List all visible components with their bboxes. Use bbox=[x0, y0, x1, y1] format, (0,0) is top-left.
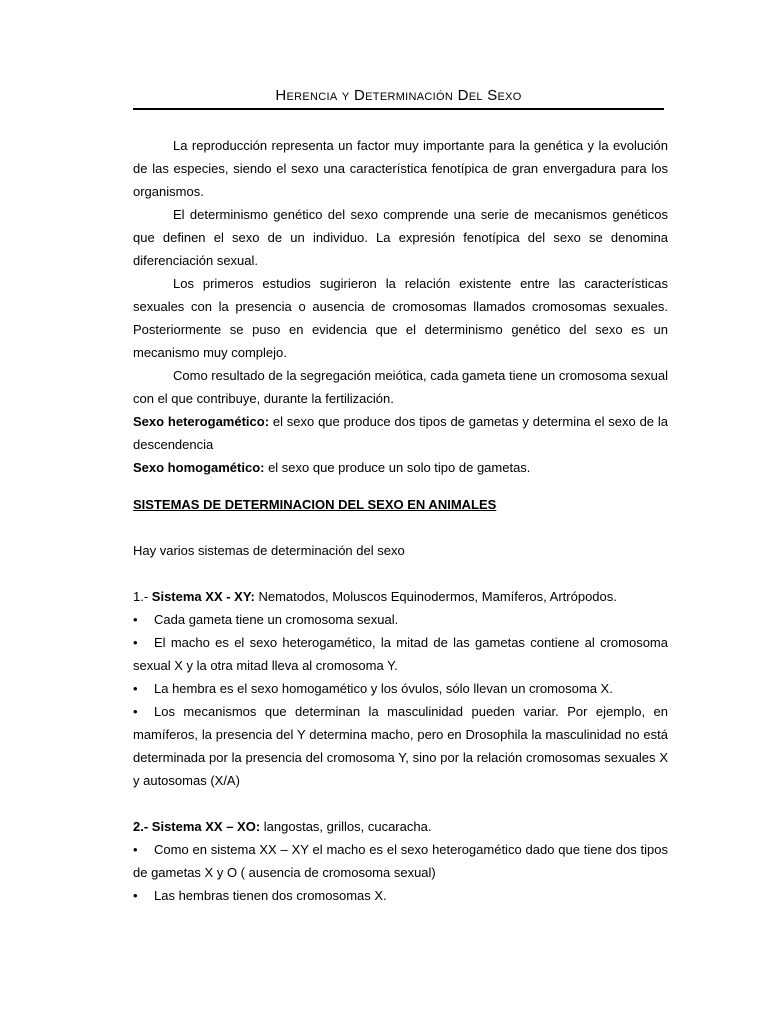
list-item-text: La hembra es el sexo homogamético y los óvulos, sólo llevan un cromosoma X. bbox=[154, 681, 613, 696]
bullet-icon: • bbox=[133, 704, 138, 719]
spacer bbox=[133, 562, 668, 585]
list-item bbox=[133, 608, 668, 631]
system1-number: 1.- bbox=[133, 589, 152, 604]
system1-organisms: Nematodos, Moluscos Equinodermos, Mamíferos, Artrópodos. bbox=[254, 589, 617, 604]
document-title: Herencia y Determinación Del Sexo bbox=[275, 87, 522, 104]
definition-heterogametic bbox=[133, 410, 668, 456]
definition-homogametic bbox=[133, 456, 668, 479]
section-heading: SISTEMAS DE DETERMINACION DEL SEXO EN ANIMALES bbox=[133, 497, 497, 512]
bullet-icon: • bbox=[133, 681, 138, 696]
list-item-text: El macho es el sexo heterogamético, la mitad de las gametas contiene al cromosoma sexual X y la otra mitad lleva al cromosoma Y. bbox=[133, 635, 668, 673]
bullet-icon: • bbox=[133, 635, 138, 650]
list-item-text: Las hembras tienen dos cromosomas X. bbox=[154, 888, 387, 903]
system2-organisms: langostas, grillos, cucaracha. bbox=[260, 819, 432, 834]
list-item bbox=[133, 700, 668, 792]
list-item bbox=[133, 631, 668, 677]
list-item bbox=[133, 838, 668, 884]
intro-paragraph-3: Los primeros estudios sugirieron la relación existente entre las características sexuales con la presencia o ausencia de cromosomas llamados cromosomas sexuales. Posteriormente se puso en evidencia que el determinismo genético del sexo es un mecanismo muy complejo. bbox=[133, 276, 668, 360]
list-item-text: Los mecanismos que determinan la masculinidad pueden variar. Por ejemplo, en mamíferos, la presencia del Y determina macho, pero en Drosophila la masculinidad no está determinada por la presencia del cromosoma Y, sino por la relación cromosomas sexuales X y autosomas (X/A) bbox=[133, 704, 668, 788]
definition-text: el sexo que produce un solo tipo de gametas. bbox=[264, 460, 531, 475]
document-body bbox=[133, 134, 668, 907]
system2-heading bbox=[133, 815, 668, 838]
bullet-icon: • bbox=[133, 612, 138, 627]
bullet-icon: • bbox=[133, 888, 138, 903]
system1-heading bbox=[133, 585, 668, 608]
list-item-text: Como en sistema XX – XY el macho es el sexo heterogamético dado que tiene dos tipos de gametas X y O ( ausencia de cromosoma sexual) bbox=[133, 842, 668, 880]
spacer bbox=[133, 516, 668, 539]
system2-name: 2.- Sistema XX – XO: bbox=[133, 819, 261, 834]
definition-term: Sexo heterogamético: bbox=[133, 414, 270, 429]
spacer bbox=[133, 479, 668, 493]
intro-paragraph-2: El determinismo genético del sexo comprende una serie de mecanismos genéticos que definen el sexo de un individuo. La expresión fenotípica del sexo se denomina diferenciación sexual. bbox=[133, 207, 668, 268]
spacer bbox=[133, 792, 668, 815]
list-item bbox=[133, 884, 668, 907]
list-item-text: Cada gameta tiene un cromosoma sexual. bbox=[154, 612, 399, 627]
section-intro: Hay varios sistemas de determinación del sexo bbox=[133, 543, 405, 558]
definition-text: el sexo que produce dos tipos de gametas y determina el sexo de la descendencia bbox=[133, 414, 668, 452]
intro-paragraph-1: La reproducción representa un factor muy importante para la genética y la evolución de las especies, siendo el sexo una característica fenotípica de gran envergadura para los organismos. bbox=[133, 138, 668, 199]
title-underline bbox=[133, 108, 664, 110]
list-item bbox=[133, 677, 668, 700]
definition-term: Sexo homogamético: bbox=[133, 460, 265, 475]
intro-paragraph-4: Como resultado de la segregación meiótica, cada gameta tiene un cromosoma sexual con el que contribuye, durante la fertilización. bbox=[133, 368, 668, 406]
system1-name: Sistema XX - XY: bbox=[151, 589, 255, 604]
bullet-icon: • bbox=[133, 842, 138, 857]
